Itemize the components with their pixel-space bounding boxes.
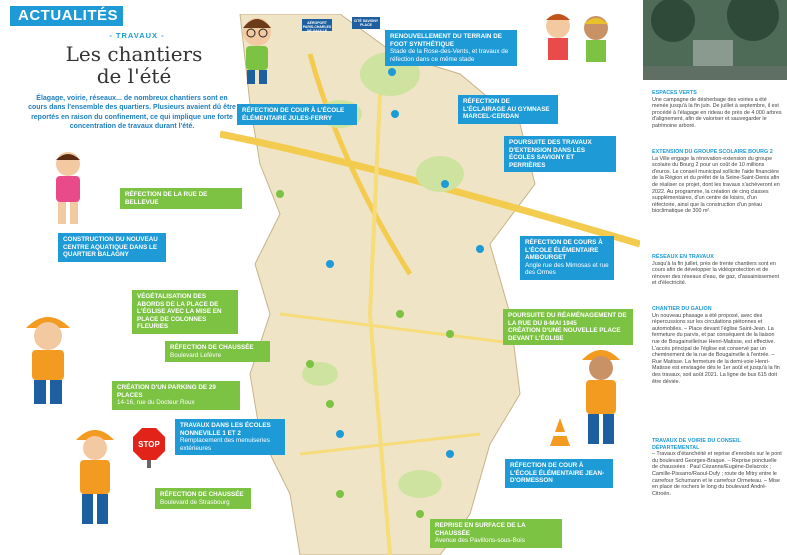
child-illustration-left xyxy=(40,148,96,228)
callout-marcel-cerdan: RÉFECTION DE L'ÉCLAIRAGE AU GYMNASE MARCEL-CERDAN xyxy=(458,95,558,124)
callout-savigny-perrieres: POURSUITE DES TRAVAUX D'EXTENSION DANS LES ÉCOLES SAVIGNY ET PERRIÈRES xyxy=(504,136,616,172)
callout-jules-ferry: RÉFECTION DE COUR À L'ÉCOLE ÉLÉMENTAIRE JULES-FERRY xyxy=(237,104,357,125)
traffic-cone xyxy=(548,418,572,448)
page-title-line1: Les chantiers xyxy=(65,42,203,66)
sidebar-section-espaces-verts: ESPACES VERTS Une campagne de désherbage des voiries a été menée jusqu'à la fin juin. De juillet à septembre, il est procédé à l'élagage en rideau de près de 4 000 arbres d'alignement, afin de valoriser et sauvegarder le patrimoine arboré. xyxy=(652,90,782,129)
callout-vegetalisation: VÉGÉTALISATION DES ABORDS DE LA PLACE DE L'ÉGLISE AVEC LA MISE EN PLACE DE COLONNES FLEURIES xyxy=(132,290,238,334)
callout-boulevard-lefevre: RÉFECTION DE CHAUSSÉE Boulevard Lefèvre xyxy=(165,341,270,362)
callout-boulevard-strasbourg: RÉFECTION DE CHAUSSÉE Boulevard de Strasbourg xyxy=(155,488,251,509)
callout-ambourget: RÉFECTION DE COURS À L'ÉCOLE ÉLÉMENTAIRE AMBOURGET Angle rue des Mimosas et rue des Ormes xyxy=(520,236,614,280)
worker-illustration-right xyxy=(566,340,636,450)
callout-pavillons: REPRISE EN SURFACE DE LA CHAUSSÉE Avenue des Pavillons-sous-Bois xyxy=(430,519,562,548)
callout-rue-bellevue: RÉFECTION DE LA RUE DE BELLEVUE xyxy=(120,188,242,209)
child-illustration-top xyxy=(232,14,282,86)
callout-jean-dormesson: RÉFECTION DE COUR À L'ÉCOLE ÉLÉMENTAIRE JEAN-D'ORMESSON xyxy=(505,459,613,488)
kicker: - TRAVAUX - xyxy=(109,31,165,40)
callout-centre-aquatique: CONSTRUCTION DU NOUVEAU CENTRE AQUATIQUE DANS LE QUARTIER BALAGNY xyxy=(58,233,166,262)
road-sign-right-label: CITÉ SAVIGNY PLACE xyxy=(353,19,379,27)
page-title-line2: de l'été xyxy=(96,64,172,88)
sidebar-section-bourg2: EXTENSION DU GROUPE SCOLAIRE BOURG 2 La Ville engage la rénovation-extension du groupe scolaire du Bourg 2 pour un coût de 10 millions d'euros. Le conseil municipal sollicite l'aide financière de la Région et du préfet de la Seine-Saint-Denis afin de réaliser ce projet, dont les travaux s'achèveront en 2022. Au programme, la création de cinq classes supplémentaires, d'un centre de loisirs, d'un réfectoire, ainsi que la construction d'un préau bioclimatique de 300 m². xyxy=(652,149,780,215)
worker-illustration-bottom xyxy=(60,420,130,530)
sidebar-photo xyxy=(643,0,787,80)
section-tag: ACTUALITÉS xyxy=(10,6,123,26)
callout-nonneville: TRAVAUX DANS LES ÉCOLES NONNEVILLE 1 ET 2 Remplacement des menuiseries extérieures xyxy=(175,419,285,455)
worker-illustration-left xyxy=(8,306,88,406)
sidebar-section-voirie: TRAVAUX DE VOIRIE DU CONSEIL DÉPARTEMENTAL – Travaux d'étanchéité et reprise d'enrobés sur le pont du boulevard Georges-Braque. – Reprise ponctuelle de chaussées : Paul Cézanne/Eugène-Delacroix ; Camille-Pissarro/Raoul-Dufy ; route de Mitry entre le carrefour Schumann et le carrefour Ormeteau. – Mise en place de rochers le long du boulevard André-Citroën. xyxy=(652,438,782,497)
callout-terrain-foot: RENOUVELLEMENT DU TERRAIN DE FOOT SYNTHÉTIQUE Stade de la Rose-des-Vents, et travaux de réfection dans ce même stade xyxy=(385,30,517,66)
sidebar-section-reseaux: RÉSEAUX EN TRAVAUX Jusqu'à la fin juillet, près de trente chantiers sont en cours afin de développer la vidéoprotection et de rénover des réseaux d'eau, de gaz, d'assainissement et d'électricité. xyxy=(652,254,780,287)
road-sign-left-label: AÉROPORT PARIS-CHARLES DE GAULLE xyxy=(302,21,332,33)
stop-sign xyxy=(133,428,165,468)
sidebar-section-galion: CHANTIER DU GALION Un nouveau phasage a été proposé, avec des répercussions sur les circulations piétonnes et automobiles. – Place devant l'église Saint-Jean. La fermeture du parvis, et par conséquent de la liaison rue de Bougainville/rue Henri-Matisse, est effective. L'accès principal de l'église est conservé par un cheminement de la rue de Bougainville à l'entrée. – Rue Matisse. La fermeture de la demi-voie Henri-Matisse est envisagée dès le 1er août et jusqu'à la fin des travaux, soit août 2021. La ligne de bus 615 doit être déviée. xyxy=(652,306,780,385)
stop-sign-label: STOP xyxy=(138,440,160,449)
children-illustration-top-right xyxy=(530,8,626,84)
intro-text: Élagage, voirie, réseaux... de nombreux chantiers sont en cours dans l'ensemble des quartiers. Plusieurs avaient dû être reportés en raison du confinement, ce qui implique une forte concentration de travaux durant l'été. xyxy=(28,95,236,130)
callout-rue-8-mai: POURSUITE DU RÉAMÉNAGEMENT DE LA RUE DU 8-MAI 1945 CRÉATION D'UNE NOUVELLE PLACE DEVANT L'ÉGLISE xyxy=(503,309,633,345)
callout-parking: CRÉATION D'UN PARKING DE 29 PLACES 14-16, rue du Docteur Roux xyxy=(112,381,240,410)
